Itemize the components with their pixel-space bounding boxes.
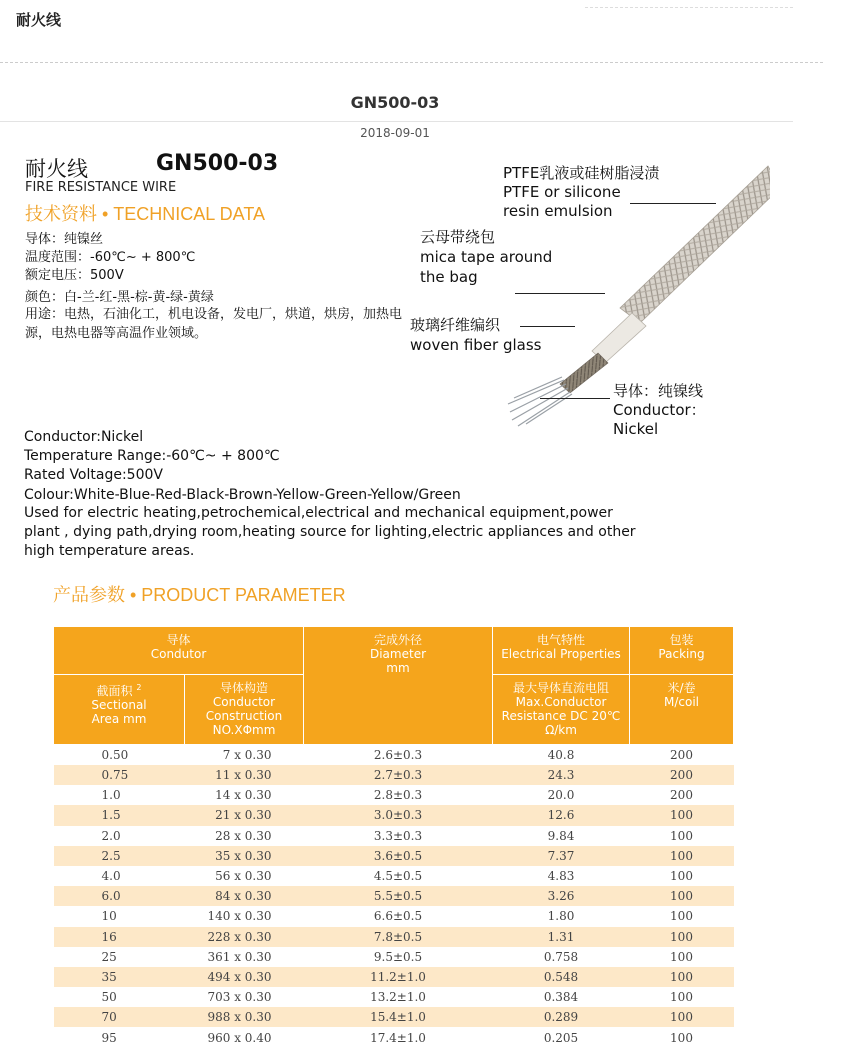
table-row — [54, 765, 734, 785]
table-row — [54, 1007, 734, 1027]
header-text: M/coil — [663, 695, 699, 709]
table-row — [54, 826, 734, 846]
en-temperature: Temperature Range:-60℃~ + 800℃ — [24, 448, 280, 464]
header-text: Area mm — [91, 712, 147, 726]
cell-packing: 100 — [630, 927, 734, 947]
callout-conductor-cn: 导体：纯镍线 — [613, 382, 704, 400]
cell-diameter: 15.4±1.0 — [304, 1007, 493, 1027]
cell-construction: 703 x 0.30 — [207, 990, 272, 1005]
header-packing — [630, 627, 734, 675]
callout-line — [520, 326, 575, 327]
cell-packing: 100 — [670, 869, 693, 884]
callout-mica-en: mica tape around — [420, 248, 553, 266]
cell-area: 16 — [54, 927, 185, 947]
cell-diameter: 4.5±0.5 — [373, 869, 423, 884]
outer-braid-shape — [620, 166, 770, 323]
cell-diameter: 6.6±0.5 — [373, 909, 423, 924]
callout-ptfe-en: resin emulsion — [503, 202, 613, 220]
callout-mica-cn: 云母带绕包 — [420, 228, 496, 246]
cell-resistance: 0.548 — [493, 967, 630, 987]
callout-conductor-en: Conductor： — [613, 401, 706, 419]
table-row — [54, 745, 734, 766]
cell-resistance: 20.0 — [547, 788, 575, 803]
header-text: mm — [386, 661, 410, 675]
en-colour: Colour:White-Blue-Red-Black-Brown-Yellow-Green-Yellow/Green — [24, 487, 461, 503]
cell-area: 50 — [101, 990, 117, 1005]
cell-resistance: 0.205 — [543, 1030, 579, 1045]
product-model: GN500-03 — [156, 151, 279, 176]
cell-resistance: 4.83 — [547, 869, 575, 884]
divider — [0, 121, 793, 122]
table-row — [54, 866, 734, 886]
header-text: Electrical Properties — [501, 647, 621, 661]
cell-resistance: 7.37 — [493, 846, 630, 866]
cell-resistance: 1.31 — [493, 927, 630, 947]
article-date: 2018-09-01 — [360, 126, 430, 140]
cell-packing: 100 — [670, 909, 693, 924]
cell-diameter: 2.6±0.3 — [373, 748, 423, 762]
cell-area: 10 — [101, 909, 117, 924]
header-conductor — [54, 627, 304, 675]
cell-packing: 100 — [670, 990, 693, 1005]
cell-diameter: 2.8±0.3 — [373, 788, 423, 803]
header-text: 导体 — [166, 633, 191, 647]
header-resistance — [493, 675, 630, 745]
cell-area: 35 — [54, 967, 185, 987]
cell-packing: 200 — [630, 765, 734, 785]
cell-area: 1.0 — [101, 788, 121, 803]
divider — [585, 7, 793, 8]
cell-packing: 200 — [670, 788, 693, 803]
callout-line — [515, 293, 605, 294]
header-text: 导体构造 — [219, 681, 268, 695]
cn-temperature: 温度范围：-60℃~ + 800℃ — [25, 250, 196, 265]
cell-construction: 228 x 0.30 — [185, 927, 304, 947]
callout-glass-cn: 玻璃纤维编织 — [410, 316, 501, 334]
cell-resistance: 0.289 — [493, 1007, 630, 1027]
cell-resistance: 1.80 — [547, 909, 575, 924]
cell-area: 6.0 — [54, 886, 185, 906]
header-text: 包装 — [669, 633, 694, 647]
cell-diameter: 5.5±0.5 — [304, 886, 493, 906]
cell-resistance: 9.84 — [547, 828, 575, 843]
cell-construction: 494 x 0.30 — [185, 967, 304, 987]
cell-construction: 14 x 0.30 — [215, 788, 272, 803]
cell-construction: 988 x 0.30 — [185, 1007, 304, 1027]
cell-area: 25 — [101, 949, 117, 964]
callout-mica-en: the bag — [420, 268, 478, 286]
callout-glass-en: woven fiber glass — [410, 336, 542, 354]
table-row — [54, 886, 734, 906]
section-title: 耐火线 — [16, 11, 62, 29]
cn-colour: 颜色：白-兰-红-黑-棕-黄-绿-黄绿 — [25, 290, 214, 305]
header-text: 电气特性 — [536, 633, 585, 647]
cell-diameter: 7.8±0.5 — [304, 927, 493, 947]
cell-packing: 100 — [630, 967, 734, 987]
header-text: 截面积 — [96, 684, 133, 698]
cell-packing: 100 — [670, 1030, 693, 1045]
cell-diameter: 11.2±1.0 — [304, 967, 493, 987]
header-text: Diameter — [369, 647, 427, 661]
cell-construction: 35 x 0.30 — [185, 846, 304, 866]
cell-construction: 361 x 0.30 — [207, 949, 272, 964]
callout-line — [630, 203, 716, 204]
cell-area: 95 — [101, 1030, 117, 1045]
cell-resistance: 3.26 — [493, 886, 630, 906]
cell-area: 2.0 — [101, 828, 121, 843]
cell-construction: 56 x 0.30 — [215, 869, 272, 884]
table-row — [54, 927, 734, 947]
cell-construction: 84 x 0.30 — [185, 886, 304, 906]
cell-diameter: 3.6±0.5 — [304, 846, 493, 866]
product-parameter-heading: 产品参数 • PRODUCT PARAMETER — [53, 585, 346, 605]
cell-diameter: 13.2±1.0 — [370, 990, 426, 1005]
cell-area: 4.0 — [101, 869, 121, 884]
en-voltage: Rated Voltage:500V — [24, 467, 163, 483]
table-row — [54, 1027, 734, 1047]
cell-construction: 28 x 0.30 — [215, 828, 272, 843]
callout-ptfe-en: PTFE or silicone — [503, 183, 621, 201]
table-row — [54, 987, 734, 1007]
product-poster — [20, 148, 770, 566]
header-text: Construction — [205, 709, 283, 723]
cn-use: 用途：电热，石油化工，机电设备，发电厂，烘道，烘房，加热电源，电热电器等高温作业领域。 — [25, 307, 403, 341]
cell-area: 70 — [54, 1007, 185, 1027]
table-row — [54, 967, 734, 987]
cell-area: 1.5 — [54, 805, 185, 825]
section-header — [0, 0, 853, 64]
header-coil — [630, 675, 734, 745]
parameter-table-body — [54, 745, 734, 1048]
product-en-name: FIRE RESISTANCE WIRE — [25, 180, 177, 195]
cell-packing: 100 — [630, 1007, 734, 1027]
table-row — [54, 805, 734, 825]
cell-area: 0.75 — [54, 765, 185, 785]
cell-diameter: 3.0±0.3 — [304, 805, 493, 825]
cell-diameter: 2.7±0.3 — [304, 765, 493, 785]
parameter-table — [53, 626, 734, 1048]
cell-packing: 100 — [630, 886, 734, 906]
cell-resistance: 24.3 — [493, 765, 630, 785]
header-text: Ω/km — [545, 723, 577, 737]
callout-conductor-en: Nickel — [613, 420, 659, 438]
callout-line — [540, 398, 610, 399]
cell-packing: 100 — [670, 949, 693, 964]
cell-area: 0.50 — [101, 748, 129, 762]
header-electrical — [493, 627, 630, 675]
cell-construction: 960 x 0.40 — [207, 1030, 272, 1045]
cell-diameter: 17.4±1.0 — [370, 1030, 426, 1045]
cell-area: 2.5 — [54, 846, 185, 866]
header-sectional-area — [54, 675, 185, 745]
cell-packing: 100 — [630, 805, 734, 825]
header-text: Packing — [658, 647, 705, 661]
cell-resistance: 0.384 — [543, 990, 579, 1005]
article-title: GN500-03 — [350, 93, 440, 112]
divider — [0, 62, 823, 63]
cell-construction: 140 x 0.30 — [207, 909, 272, 924]
header-text: 最大导体直流电阻 — [512, 681, 609, 695]
product-cn-name: 耐火线 — [25, 157, 88, 181]
header-text: Resistance DC 20℃ — [501, 709, 621, 723]
cell-resistance: 0.758 — [543, 949, 579, 964]
cell-resistance: 12.6 — [493, 805, 630, 825]
table-row — [54, 947, 734, 967]
header-text: Sectional — [91, 698, 147, 712]
cn-voltage: 额定电压：500V — [25, 268, 124, 283]
cell-packing: 100 — [670, 828, 693, 843]
glass-braid-shape — [560, 353, 608, 393]
header-text: 米/卷 — [667, 681, 696, 695]
table-row — [54, 785, 734, 805]
cn-conductor: 导体：纯镍丝 — [25, 232, 104, 247]
cell-diameter: 9.5±0.5 — [373, 949, 423, 964]
cell-construction: 21 x 0.30 — [185, 805, 304, 825]
en-use: Used for electric heating,petrochemical,electrical and mechanical equipment,power plant , dying path,drying room,heating source for lighting,electric appliances and other high temperature areas. — [24, 505, 636, 559]
cell-resistance: 40.8 — [547, 748, 575, 762]
header-text: Conductor — [212, 695, 276, 709]
technical-data-heading: 技术资料 • TECHNICAL DATA — [25, 204, 265, 224]
en-conductor: Conductor:Nickel — [24, 429, 144, 445]
header-text: NO.XΦmm — [212, 723, 276, 737]
header-text: Max.Conductor — [515, 695, 607, 709]
cell-construction: 11 x 0.30 — [185, 765, 304, 785]
table-row — [54, 906, 734, 926]
header-construction — [185, 675, 304, 745]
header-diameter — [304, 627, 493, 745]
cell-diameter: 3.3±0.3 — [373, 828, 423, 843]
cell-construction: 7 x 0.30 — [222, 748, 272, 762]
cell-packing: 100 — [630, 846, 734, 866]
cell-packing: 200 — [670, 748, 693, 762]
header-text: 2 — [136, 683, 142, 692]
header-text: 完成外径 — [373, 633, 422, 647]
callout-ptfe-cn: PTFE乳液或硅树脂浸渍 — [503, 164, 660, 182]
table-row — [54, 846, 734, 866]
header-text: Condutor — [150, 647, 207, 661]
